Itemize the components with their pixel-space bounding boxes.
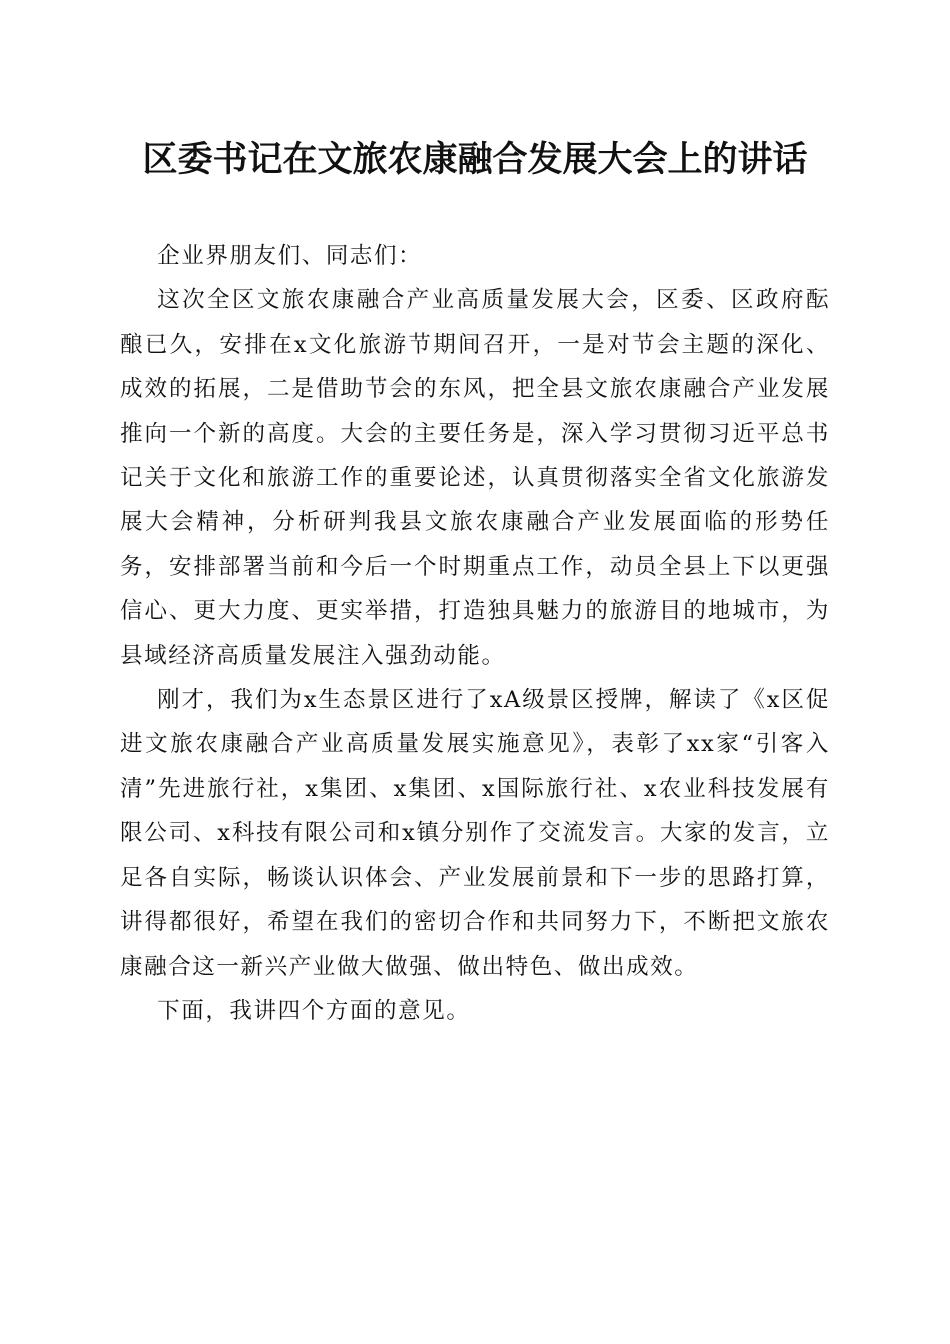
document-title: 区委书记在文旅农康融合发展大会上的讲话 xyxy=(142,139,808,180)
body-paragraph: 这次全区文旅农康融合产业高质量发展大会，区委、区政府酝酿已久，安排在x文化旅游节期间召开，一是对节会主题的深化、成效的拓展，二是借助节会的东风，把全县文旅农康融合产业发展推向一个新的高度。大会的主要任务是，深入学习贯彻习近平总书记关于文化和旅游工作的重要论述，认真贯彻落实全省文化旅游发展大会精神，分析研判我县文旅农康融合产业发展面临的形势任务，安排部署当前和今后一个时期重点工作，动员全县上下以更强信心、更大力度、更实举措，打造独具魅力的旅游目的地城市，为县域经济高质量发展注入强劲动能。 xyxy=(120,287,830,669)
body-paragraph: 刚才，我们为x生态景区进行了xA级景区授牌，解读了《x区促进文旅农康融合产业高质量发展实施意见》，表彰了xx家“引客入清”先进旅行社，x集团、x集团、x国际旅行社、x农业科技发展有限公司、x科技有限公司和x镇分别作了交流发言。大家的发言，立足各自实际，畅谈认识体会、产业发展前景和下一步的思路打算，讲得都很好，希望在我们的密切合作和共同努力下，不断把文旅农康融合这一新兴产业做大做强、做出特色、做出成效。 xyxy=(120,687,830,980)
body-paragraph: 下面，我讲四个方面的意见。 xyxy=(157,997,471,1024)
document-body xyxy=(120,234,830,1033)
salutation-paragraph: 企业界朋友们、同志们： xyxy=(157,243,423,269)
